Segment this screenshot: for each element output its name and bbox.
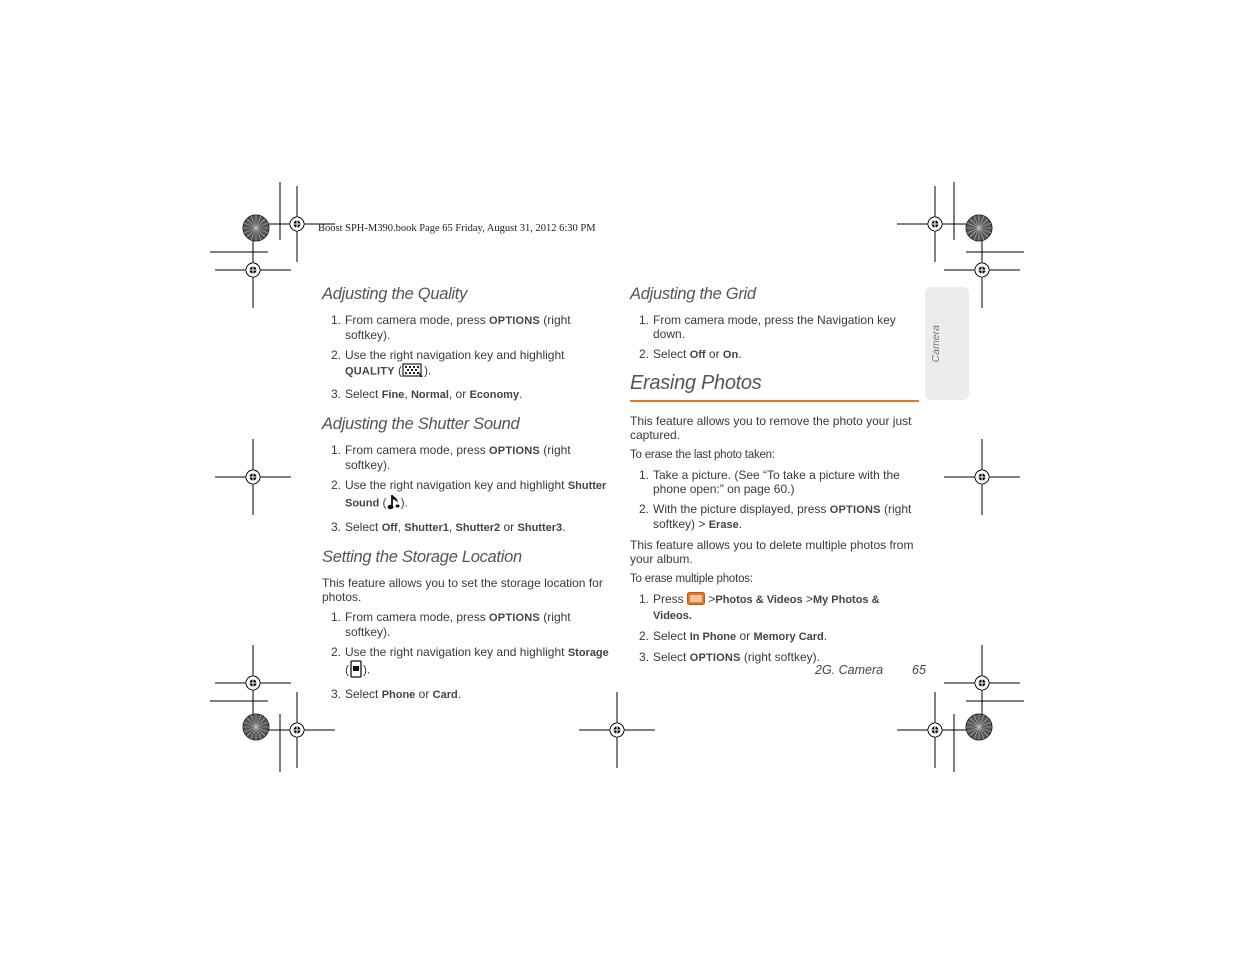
shutter-step-1: 1. From camera mode, press OPTIONS (right softkey). bbox=[331, 443, 571, 472]
quality-step-3: 3. Select Fine, Normal, or Economy. bbox=[331, 387, 523, 401]
storage-heading: Setting the Storage Location bbox=[322, 548, 522, 566]
shutter-step-2: 2. Use the right navigation key and highlight Shutter Sound ( ). bbox=[322, 478, 612, 514]
right-column bbox=[630, 280, 920, 671]
shutter-step-3: 3. Select Off, Shutter1, Shutter2 or Shutter3. bbox=[331, 520, 566, 534]
footer-section: 2G. Camera bbox=[815, 663, 884, 677]
chapter-side-tab bbox=[925, 287, 969, 400]
music-note-icon bbox=[387, 493, 401, 514]
quality-step-1: 1. From camera mode, press OPTIONS (right softkey). bbox=[331, 313, 571, 342]
quality-step-2: 2. Use the right navigation key and highlight QUALITY ( ). bbox=[322, 348, 612, 381]
shutter-heading: Adjusting the Shutter Sound bbox=[322, 415, 520, 433]
erasing-multi-step-2: 2. Select In Phone or Memory Card. bbox=[639, 629, 828, 643]
erasing-multi-step-3: 3. Select OPTIONS (right softkey). bbox=[639, 650, 820, 664]
quality-heading: Adjusting the Quality bbox=[322, 285, 468, 303]
erasing-step-2: 2. With the picture displayed, press OPTIONS (right softkey) > Erase. bbox=[639, 502, 912, 531]
print-header: Boost SPH-M390.book Page 65 Friday, August 31, 2012 6:30 PM bbox=[318, 223, 596, 234]
erasing-intro-2: This feature allows you to delete multiple photos from your album. bbox=[630, 538, 914, 566]
erasing-step-1: 1. Take a picture. (See “To take a picture with the phone open:” on page 60.) bbox=[639, 468, 900, 496]
grid-step-2: 2. Select Off or On. bbox=[639, 347, 742, 361]
erasing-lead-2: To erase multiple photos: bbox=[630, 573, 753, 585]
quality-icon bbox=[402, 362, 424, 381]
storage-step-1: 1. From camera mode, press OPTIONS (right softkey). bbox=[331, 610, 571, 639]
erasing-intro: This feature allows you to remove the photo your just captured. bbox=[630, 414, 912, 442]
grid-heading: Adjusting the Grid bbox=[630, 285, 756, 303]
menu-key-icon bbox=[687, 592, 705, 608]
grid-step-1: 1. From camera mode, press the Navigation key down. bbox=[639, 313, 896, 341]
left-column bbox=[322, 280, 612, 708]
erasing-multi-step-1: 1. Press >Photos & Videos >My Photos & Videos. bbox=[639, 592, 880, 622]
storage-step-2: 2. Use the right navigation key and highlight Storage ( ). bbox=[322, 645, 612, 681]
storage-phone-icon bbox=[349, 660, 363, 681]
erasing-heading: Erasing Photos bbox=[630, 372, 919, 402]
storage-step-3: 3. Select Phone or Card. bbox=[331, 687, 462, 701]
page-number: 65 bbox=[912, 663, 926, 677]
storage-intro: This feature allows you to set the storage location for photos. bbox=[322, 576, 603, 604]
chapter-side-tab-label: Camera bbox=[930, 325, 942, 363]
erasing-lead-1: To erase the last photo taken: bbox=[630, 449, 775, 461]
